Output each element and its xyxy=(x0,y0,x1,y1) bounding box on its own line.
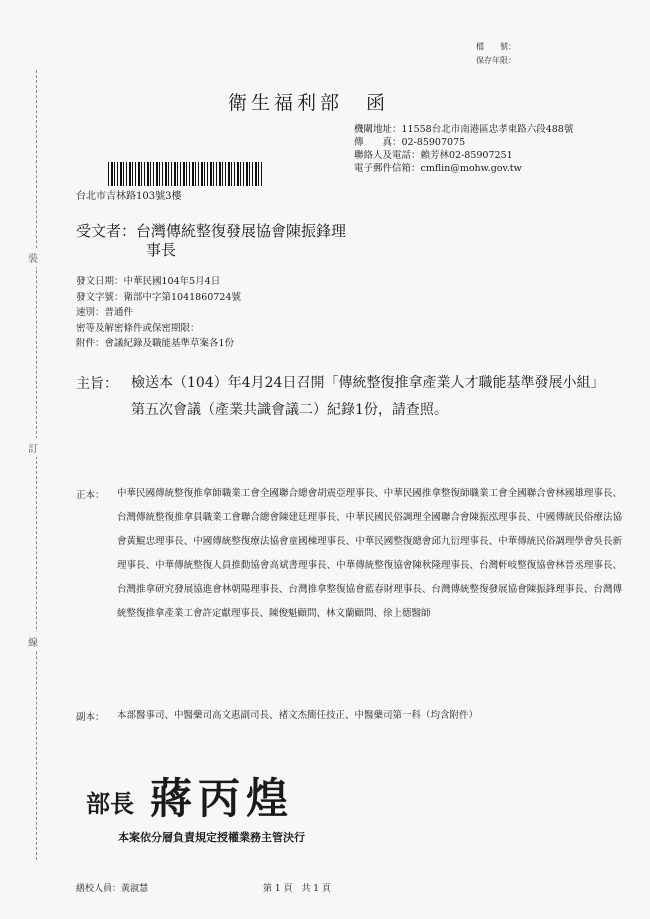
attachment: 附件：會議紀錄及職能基準草案各1份 xyxy=(76,338,235,349)
proofreader: 繕校人員：黃淑慧 xyxy=(76,884,149,894)
agency-info xyxy=(354,123,573,175)
recipient-name-cont: 事長 xyxy=(146,241,177,259)
retention-label: 保存年限： xyxy=(476,56,516,65)
agency-address: 機關地址：11558台北市南港區忠孝東路六段488號 xyxy=(354,124,574,135)
page-number: 第 1 頁 共 1 頁 xyxy=(263,884,331,894)
classification: 密等及解密條件或保密期限： xyxy=(76,322,200,334)
authorization-note: 本案依分層負責規定授權業務主管決行 xyxy=(118,831,305,844)
recipient-address: 台北市吉林路103號3樓 xyxy=(76,191,182,202)
delivery-speed: 速別：普通件 xyxy=(76,307,134,318)
recipient-label: 受文者： xyxy=(76,222,137,240)
signature-role: 部長 xyxy=(86,789,134,818)
recipient-name: 台灣傳統整復發展協會陳振鋒理 xyxy=(136,222,347,240)
document-meta xyxy=(76,274,241,352)
binding-mark-bind: 裝 xyxy=(28,248,38,267)
binding-mark-line: 線 xyxy=(28,632,38,651)
agency-contact: 聯絡人及電話：賴芳林02-85907251 xyxy=(354,150,513,161)
file-info xyxy=(476,40,516,68)
subject-text: 檢送本（104）年4月24日召開「傳統整復推拿產業人才職能基準發展小組」第五次會議（產業共識會議二）紀錄1份，請查照。 xyxy=(131,375,605,418)
original-copy-text: 中華民國傳統整復推拿師職業工會全國聯合總會胡震亞理事長、中華民國推拿整復師職業工會全國聯合會林國雄理事長、台灣傳統整復推拿員職業工會聯合總會陳建廷理事長、中華民國民俗調理全國聯合會陳振泓理事長、中國傳統民俗療法協會黃鯤忠理事長、中國傳統整復療法協會童國棟理事長、中華民國整復總會邱九衍理事長、中華傳統民俗調理學會吳長新理事長、中華傳統整復人員推動協會高斌書理事長、中華傳統整復協會陳秋隆理事長、台灣軒岐整復協會林晉丞理事長、台灣推拿研究發展協進會林朝陽理事長、台灣推拿整復協會藍春財理事長、台灣傳統整復發展協會陳振鋒理事長、台灣傳統整復推拿產業工會許定獻理事長、陳俊魁顧問、林文蘭顧問、徐上德醫師 xyxy=(117,488,622,619)
duplicate-copy-label: 副本： xyxy=(76,712,105,723)
subject-label: 主旨： xyxy=(76,376,118,392)
agency-email: 電子郵件信箱：cmflin@mohw.gov.tw xyxy=(354,163,522,174)
original-copy-label: 正本： xyxy=(76,490,105,501)
document-title: 衛生福利部 函 xyxy=(228,92,390,114)
issue-number: 發文字號：衛部中字第1041860724號 xyxy=(76,291,241,303)
issue-date: 發文日期：中華民國104年5月4日 xyxy=(76,276,221,287)
signature-name: 蔣丙煌 xyxy=(150,774,295,823)
binding-mark-staple: 訂 xyxy=(28,438,38,457)
duplicate-copy-text: 本部醫事司、中醫藥司高文惠副司長、褚文杰簡任技正、中醫藥司第一科（均含附件） xyxy=(117,710,479,721)
barcode xyxy=(108,162,263,186)
recipient xyxy=(76,222,346,260)
binding-line xyxy=(36,70,37,860)
file-number-label: 檔 號： xyxy=(476,42,516,51)
agency-fax: 傳 真：02-85907075 xyxy=(354,137,466,148)
